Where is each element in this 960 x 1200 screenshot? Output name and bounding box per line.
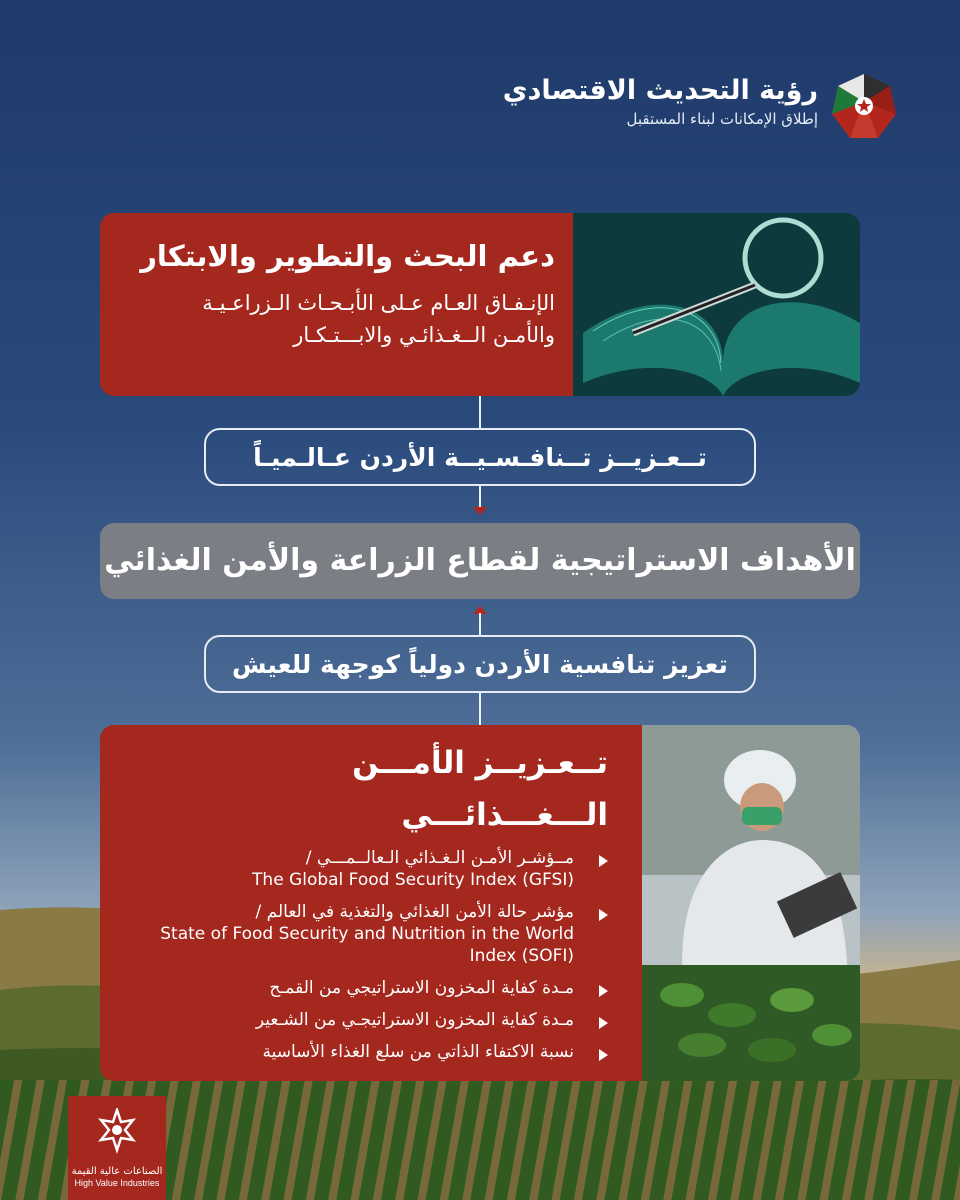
hvi-label-ar: الصناعات عالية القيمة [71, 1166, 163, 1177]
high-value-industries-logo [68, 1096, 166, 1200]
connector-line [479, 486, 481, 508]
brand-title: رؤية التحديث الاقتصادي [502, 75, 818, 106]
indicator-item-self-sufficiency [148, 1041, 608, 1063]
bullet-triangle-icon [599, 985, 608, 997]
indicator-ar: مؤشر حالة الأمن الغذائي والتغذية في العالم / [255, 902, 574, 922]
connector-line [479, 396, 481, 428]
food-security-text [148, 737, 608, 1063]
indicator-ar: نسبة الاكتفاء الذاتي من سلع الغذاء الأساسية [262, 1042, 574, 1062]
indicator-ar: مـدة كفاية المخزون الاستراتيجـي من الشـعير [255, 1010, 574, 1030]
pill-destination-living: تعزيز تنافسية الأردن دولياً كوجهة للعيش [204, 635, 756, 693]
indicator-item-sofi [148, 901, 608, 967]
rnd-subtitle-line1: الإنـفـاق العـام عـلى الأبـحـاث الـزراعـيـة [202, 291, 555, 315]
brand-subtitle: إطلاق الإمكانات لبناء المستقبل [626, 110, 818, 128]
connector-line [479, 693, 481, 725]
pill-global-competitiveness: تــعـزيــز تــنافـسـيــة الأردن عـالـميـاً [204, 428, 756, 486]
indicator-item-gfsi [148, 847, 608, 891]
brand-block [503, 74, 818, 130]
food-security-title: تــعـزيــز الأمـــن الـــغـــذائـــي [352, 745, 608, 833]
food-inspector-cucumbers-image [642, 725, 860, 1081]
bullet-triangle-icon [599, 909, 608, 921]
rnd-card [100, 213, 860, 396]
industry-star-icon [97, 1108, 137, 1160]
indicator-item-wheat [148, 977, 608, 999]
arrow-down-icon [473, 507, 487, 515]
indicator-ar: مـدة كفاية المخزون الاستراتيجي من القمـح [269, 978, 574, 998]
indicator-item-barley [148, 1009, 608, 1031]
rnd-subtitle-line2: والأمـن الــغـذائـي والابـــتـكـار [293, 323, 555, 347]
food-security-card [100, 725, 860, 1081]
indicator-en: State of Food Security and Nutrition in the World Index (SOFI) [160, 924, 574, 966]
bullet-triangle-icon [599, 1049, 608, 1061]
bullet-triangle-icon [599, 1017, 608, 1029]
book-magnifier-image [573, 213, 860, 396]
strategic-goals-banner: الأهداف الاستراتيجية لقطاع الزراعة والأمن الغذائي [100, 523, 860, 599]
bullet-triangle-icon [599, 855, 608, 867]
jordan-star-polygon-icon [832, 72, 896, 144]
rnd-title: دعم البحث والتطوير والابتكار [140, 239, 555, 273]
hvi-label-en: High Value Industries [74, 1178, 160, 1188]
connector-line [479, 613, 481, 635]
rnd-text [115, 235, 555, 351]
indicator-ar: مــؤشـر الأمـن الـغـذائي الـعالــمـــي / [305, 848, 574, 868]
indicator-en: The Global Food Security Index (GFSI) [252, 870, 574, 890]
